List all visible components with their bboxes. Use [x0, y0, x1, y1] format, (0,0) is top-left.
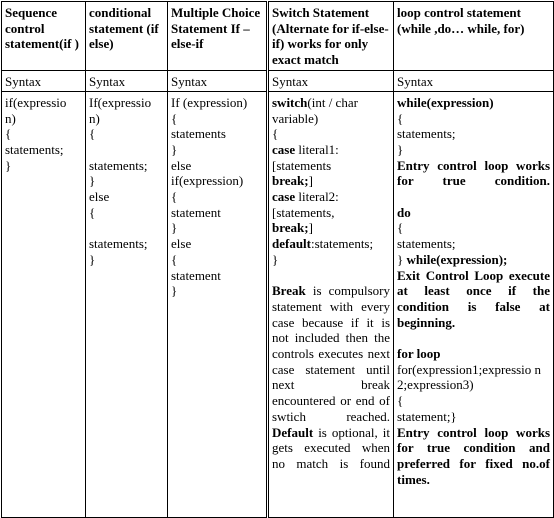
while-syntax: while(expression)	[397, 94, 494, 110]
document-page	[1, 1, 554, 518]
code-line: }	[89, 251, 96, 267]
code-line: }	[89, 173, 96, 189]
code-line: }	[272, 251, 279, 267]
break-note-keyword: Break	[272, 283, 306, 299]
do-while-condition: while(expression);	[406, 251, 508, 267]
code-line: else	[89, 189, 110, 205]
code-line: if(expression)	[171, 173, 244, 189]
code-line: else	[171, 157, 192, 173]
break-keyword: break;	[272, 173, 309, 189]
spacer	[397, 330, 550, 346]
case1-line	[272, 142, 390, 158]
do-note: Exit Control Loop execute at least once if the condition is false at beginning.	[397, 267, 550, 330]
switch-keyword: switch	[272, 94, 308, 110]
conditional-syntax-cell	[86, 91, 168, 517]
code-line: [statements,	[272, 204, 335, 220]
syntax-label: Syntax	[86, 70, 168, 91]
code-line: {	[272, 126, 279, 142]
code-line: statements;	[89, 157, 148, 173]
code-line: else	[171, 236, 192, 252]
default-note	[272, 425, 390, 472]
code-line: {	[171, 110, 178, 126]
code-line: {	[397, 393, 404, 409]
for-note: Entry control loop works for true condition and preferred for fixed no.of times.	[397, 424, 550, 487]
default-keyword: default	[272, 236, 311, 252]
code-line: If(expressio	[89, 94, 152, 110]
default-note-text: is optional, it gets executed when no match is found	[272, 424, 390, 471]
code-line	[89, 142, 164, 158]
case-literal: literal1:	[295, 141, 339, 157]
code-line: statements;	[89, 236, 148, 252]
code-line: statement	[171, 204, 221, 220]
header-row	[2, 2, 554, 71]
code-line: statements;	[5, 141, 64, 157]
header-conditional: conditional statement (if else)	[86, 2, 168, 71]
spacer	[397, 189, 550, 205]
break-note	[272, 283, 390, 424]
code-line: statement	[171, 267, 221, 283]
bracket: ]	[308, 173, 313, 189]
for-keyword: for loop	[397, 346, 441, 362]
switch-syntax-cell	[268, 91, 394, 517]
for-syntax: for(expression1;expressio n2;expression3)	[397, 361, 542, 393]
code-line: {	[89, 126, 96, 142]
code-line: {	[5, 126, 12, 142]
control-statements-table	[1, 1, 554, 518]
syntax-label: Syntax	[268, 70, 394, 91]
syntax-label-row	[2, 70, 554, 91]
default-line	[272, 236, 390, 252]
multiple-choice-syntax-cell	[168, 91, 268, 517]
case2-line	[272, 189, 390, 205]
code-line: if(expressio	[5, 94, 67, 110]
code-line: }	[397, 141, 404, 157]
switch-arg: (int / char variable)	[272, 94, 358, 126]
default-note-keyword: Default	[272, 424, 314, 440]
code-line: }	[5, 157, 12, 173]
code-line: {	[397, 110, 404, 126]
do-keyword: do	[397, 204, 411, 220]
code-line: {	[171, 251, 178, 267]
case-keyword: case	[272, 141, 296, 157]
do-while-line	[397, 252, 550, 268]
close-brace: }	[397, 251, 407, 267]
sequence-syntax-cell	[2, 91, 86, 517]
code-line: {	[89, 204, 96, 220]
code-line: n)	[89, 110, 100, 126]
code-line: statements;	[397, 126, 456, 142]
code-line: n)	[5, 110, 16, 126]
break1-line	[272, 173, 390, 189]
code-line: statements	[171, 126, 226, 142]
code-line: [statements	[272, 157, 332, 173]
code-line	[89, 220, 164, 236]
spacer	[272, 268, 390, 284]
code-line: statements;	[397, 236, 456, 252]
syntax-label: Syntax	[2, 70, 86, 91]
syntax-body-row	[2, 91, 554, 517]
break-note-text: is compulsory statement with every case because if it is not included then the controls executes next case statement until next break encountered or end of swtich reached.	[272, 283, 390, 424]
switch-line	[272, 95, 390, 126]
code-line: {	[397, 220, 404, 236]
syntax-label: Syntax	[168, 70, 268, 91]
header-switch: Switch Statement (Alternate for if-else- if) works for only exact match	[268, 2, 394, 71]
break2-line	[272, 220, 390, 236]
syntax-label: Syntax	[394, 70, 554, 91]
code-line: {	[171, 189, 178, 205]
code-line: If (expression)	[171, 94, 248, 110]
code-line: }	[171, 283, 178, 299]
while-note: Entry control loop works for true condition.	[397, 157, 550, 189]
header-multiple-choice: Multiple Choice Statement If –else-if	[168, 2, 268, 71]
code-line: }	[171, 141, 178, 157]
bracket: ]	[308, 220, 313, 236]
case-keyword: case	[272, 189, 296, 205]
break-keyword: break;	[272, 220, 309, 236]
code-line: }	[171, 220, 178, 236]
default-rest: :statements;	[311, 236, 374, 252]
loop-syntax-cell	[394, 91, 554, 517]
header-loop: loop control statement (while ,do… while, for)	[394, 2, 554, 71]
code-line: statement;}	[397, 408, 457, 424]
header-sequence: Sequence control statement(if )	[2, 2, 86, 71]
case-literal: literal2:	[295, 189, 339, 205]
